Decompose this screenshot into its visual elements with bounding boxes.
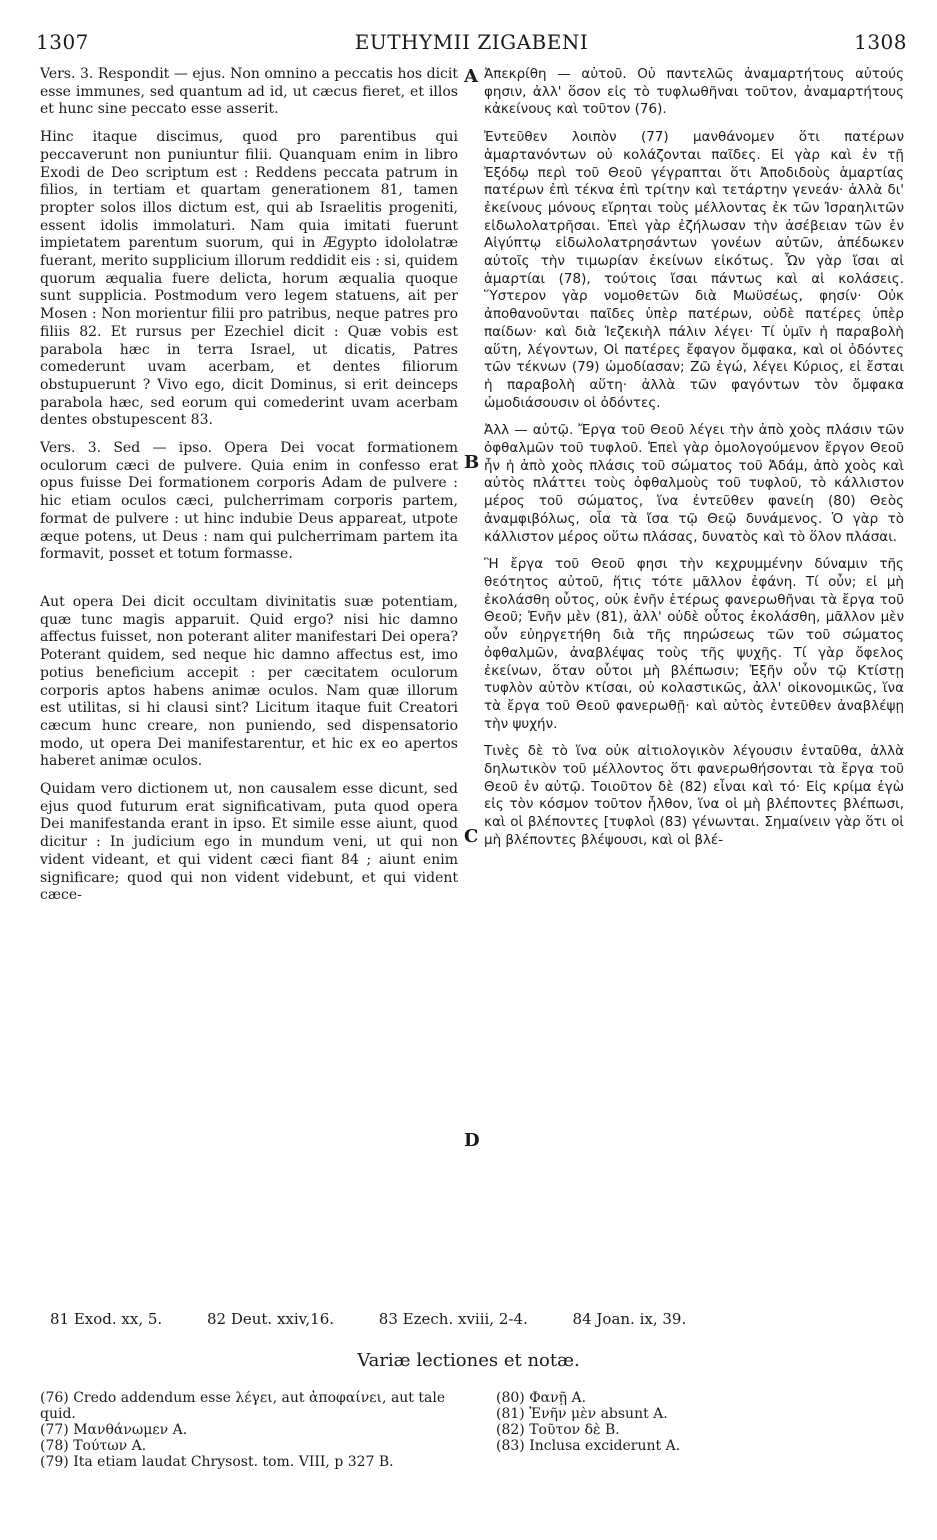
latin-column	[40, 66, 458, 905]
scripture-references	[50, 1310, 907, 1328]
latin-paragraph: Quidam vero dictionem ut, non causalem esse dicunt, sed ejus quod futurum erat significativam, puta quod opera Dei manifestanda erant in ipso. Et simile esse aiunt, quod dicitur : In judicium ego in mundum veni, ut qui non vident videant, et qui vident cæci fiant 84 ; aiunt enim significare; quod qui non vident videbunt, et qui vident cæce-	[40, 781, 458, 904]
latin-paragraph: Aut opera Dei dicit occultam divinitatis suæ potentiam, quæ tunc magis apparuit. Quid ergo? nisi hic damno affectus fuisset, non poterant aliter manifestari Dei opera? Poterant quidem, sed neque hic damno affectus est, imo potius beneficium accepit : per cæcitatem oculorum corporis aptos habens animæ oculos. Nam quæ illorum est utilitas, si hi clausi sint? Licitum itaque fuit Creatori cæcum hunc creare, non puniendo, sed dispensatorio modo, ut opera Dei manifestarentur, et hic ex eo apertos haberet animæ oculos.	[40, 593, 458, 770]
reference: 84 Joan. ix, 39.	[572, 1310, 687, 1328]
variant-note: (81) Ἐνῆν μὲν absunt A.	[496, 1406, 668, 1422]
variant-note: (79) Ita etiam laudat Chrysost. tom. VIII, p 327 B.	[40, 1454, 394, 1470]
margin-marker-a: A	[464, 66, 478, 87]
variant-note: (78) Τούτων A.	[40, 1438, 147, 1454]
variant-note: (76) Credo addendum esse λέγει, aut ἀποφαίνει, aut tale quid.	[40, 1390, 446, 1422]
variae-left	[40, 1390, 470, 1470]
variant-note: (82) Τοῦτον δὲ B.	[496, 1422, 620, 1438]
running-title: EUTHYMII ZIGABENI	[354, 30, 589, 54]
margin-marker-d: D	[464, 1130, 480, 1151]
variant-note: (80) Φανῇ A.	[496, 1390, 587, 1406]
greek-paragraph: Ἢ ἔργα τοῦ Θεοῦ φησι τὴν κεχρυμμένην δύναμιν τῆς θεότητος αὐτοῦ, ἥτις τότε μᾶλλον ἐφάνη. Τί οὖν; εἰ μὴ ἐκολάσθη οὗτος, οὐκ ἐνῆν ἑτέρως φανερωθῆναι τὰ ἔργα τοῦ Θεοῦ; Ἐνῆν μὲν (81), ἀλλ' οὐδὲ οὗτος ἐκολάσθη, μᾶλλον μὲν οὖν εὐηργετήθη διὰ τῆς πηρώσεως τῶν τοῦ σώματος ὀφθαλμῶν, ἀναβλέψας τοὺς τῆς ψυχῆς. Τί γὰρ ὄφελος ἐκείνων, ὅταν οὗτοι μὴ βλέπωσιν; Ἐξῆν οὖν τῷ Κτίστῃ τυφλὸν αὐτὸν κτίσαι, οὐ κολαστικῶς, ἀλλ' οἰκονομικῶς, ἵνα τὰ ἔργα τοῦ Θεοῦ φανερωθῇ· καὶ αὐτὸς ἐντεῦθεν ἀναβλέψῃ τὴν ψυχήν.	[484, 556, 904, 732]
variae-right	[496, 1390, 896, 1454]
greek-paragraph: Ἀπεκρίθη — αὐτοῦ. Οὐ παντελῶς ἀναμαρτήτους αὐτούς φησιν, ἀλλ' ὅσον εἰς τὸ τυφλωθῆναι τοῦτον, ἀναμαρτήτους κἀκείνους καὶ τοῦτον (76).	[484, 66, 904, 118]
greek-column	[484, 66, 904, 850]
page-header	[36, 30, 907, 60]
latin-paragraph: Hinc itaque discimus, quod pro parentibus qui peccaverunt non puniuntur filii. Quanquam enim in libro Exodi de Deo scriptum est : Reddens peccata patrum in filios, in tertiam et quartam generationem 81, tamen propter solos illos dictum est, qui ab Israelitis progeniti, essent idolis immolaturi. Nam quia imitati fuerunt impietatem parentum suorum, qui in Ægypto idololatræ fuerant, merito supplicium illorum reddidit eis : si, quidem quorum æqualia fuere delicta, horum æqualia quoque sunt supplicia. Postmodum vero legem statuens, ait per Mosen : Non morientur filii pro patribus, neque patres pro filiis 82. Et rursus per Ezechiel dicit : Quæ vobis est parabola hæc in terra Israel, ut dicatis, Patres comederunt uvam acerbam, et dentes filiorum obstupuerunt ? Vivo ego, dicit Dominus, si erit deinceps parabola hæc, sed eorum qui comederint uvam acerbam dentes obstupescent 83.	[40, 129, 458, 429]
variant-note: (77) Μανθάνωμεν A.	[40, 1422, 188, 1438]
variant-note: (83) Inclusa exciderunt A.	[496, 1438, 681, 1454]
reference: 81 Exod. xx, 5.	[50, 1310, 163, 1328]
margin-marker-b: B	[464, 452, 480, 473]
page-number-left: 1307	[36, 30, 89, 54]
reference: 83 Ezech. xviii, 2-4.	[378, 1310, 528, 1328]
latin-paragraph: Vers. 3. Respondit — ejus. Non omnino a peccatis hos dicit esse immunes, sed quantum ad id, ut cæcus fieret, et illos et hunc sine peccato esse asserit.	[40, 66, 458, 118]
greek-paragraph: Ἀλλ — αὐτῷ. Ἔργα τοῦ Θεοῦ λέγει τὴν ἀπὸ χοὸς πλάσιν τῶν ὀφθαλμῶν τοῦ τυφλοῦ. Ἐπεὶ γὰρ ὁμολογούμενον ἔργον Θεοῦ ἦν ἡ ἀπὸ χοὸς πλάσις τοῦ σώματος τοῦ Ἀδάμ, ἀπὸ χοὸς καὶ αὐτὸς πλάττει τοὺς ὀφθαλμοὺς τοῦ τυφλοῦ, τὸ κάλλιστον μέρος τοῦ σώματος, ἵνα ἐντεῦθεν φανείη (80) Θεὸς ἀναμφιβόλως, οἷα τὰ ἴσα τῷ Θεῷ δυνάμενος. Ὁ γὰρ τὸ κάλλιστον μέρος οὕτω πλάσας, δυνατὸς καὶ τὸ ὅλον πλάσαι.	[484, 422, 904, 545]
greek-paragraph: Ἐντεῦθεν λοιπὸν (77) μανθάνομεν ὅτι πατέρων ἁμαρτανόντων οὐ κολάζονται παῖδες. Εἰ γὰρ καὶ ἐν τῇ Ἐξόδῳ περὶ τοῦ Θεοῦ γέγραπται ὅτι Ἀποδιδοὺς ἁμαρτίας πατέρων ἐπὶ τέκνα ἐπὶ τρίτην καὶ τετάρτην γενεάν· ἀλλὰ δι' ἐκείνους μόνους εἴρηται τοὺς μέλλοντας ἐκ τῶν Ἰσραηλιτῶν εἰδωλολατρῆσαι. Ἐπεὶ γὰρ ἐζήλωσαν τὴν ἀσέβειαν τῶν ἐν Αἰγύπτῳ εἰδωλολατρησάντων γονέων αὐτῶν, ἀπέδωκεν αὐτοῖς τὴν τιμωρίαν ἐκείνων εἰκότως. Ὧν γὰρ ἴσαι αἱ ἁμαρτίαι (78), τούτοις ἴσαι πάντως καὶ αἱ κολάσεις. Ὕστερον γὰρ νομοθετῶν διὰ Μωϋσέως, φησίν· Οὐκ ἀποθανοῦνται παῖδες ὑπὲρ πατέρων, οὐδὲ πατέρες ὑπὲρ παίδων· καὶ διὰ Ἰεζεκιὴλ πάλιν λέγει· Τί ὑμῖν ἡ παραβολὴ αὕτη, λέγοντων, Οἱ πατέρες ἔφαγον ὄμφακα, καὶ οἱ ὀδόντες τῶν τέκνων (79) ὠμοδίασαν; Ζῶ ἐγώ, λέγει Κύριος, εἰ ἔσται ἡ παραβολὴ αὕτη· ἀλλὰ τῶν φαγόντων τὸν ὄμφακα ὠμοδιάσουσιν οἱ ὀδόντες.	[484, 129, 904, 411]
margin-marker-c: C	[464, 826, 479, 847]
greek-paragraph: Τινὲς δὲ τὸ ἵνα οὐκ αἰτιολογικὸν λέγουσιν ἐνταῦθα, ἀλλὰ δηλωτικὸν τοῦ μέλλοντος ὅτι φανερωθήσονται τὰ ἔργα τοῦ Θεοῦ ἐν αὐτῷ. Τοιοῦτον δὲ (82) εἶναι καὶ τό· Εἰς κρίμα ἐγὼ εἰς τὸν κόσμον τοῦτον ἦλθον, ἵνα οἱ μὴ βλέποντες βλέπωσι, καὶ οἱ βλέποντες [τυφλοὶ (83) γένωνται. Σημαίνειν γὰρ ὅτι οἱ μὴ βλέποντες βλέψουσι, καὶ οἱ βλέ-	[484, 743, 904, 848]
reference: 82 Deut. xxiv,16.	[206, 1310, 335, 1328]
latin-paragraph: Vers. 3. Sed — ipso. Opera Dei vocat formationem oculorum cæci de pulvere. Quia enim in confesso erat opus fuisse Dei formationem corporis Adam de pulvere : hic etiam oculos cæci, pulcherrimam corporis partem, format de pulvere : ut hinc indubie Deus appareat, utpote æque potens, ut Deus : nam qui pulcherrimam partem ita formavit, posset et totum formasse.	[40, 440, 458, 563]
variae-title: Variæ lectiones et notæ.	[357, 1350, 580, 1371]
page-number-right: 1308	[854, 30, 907, 54]
